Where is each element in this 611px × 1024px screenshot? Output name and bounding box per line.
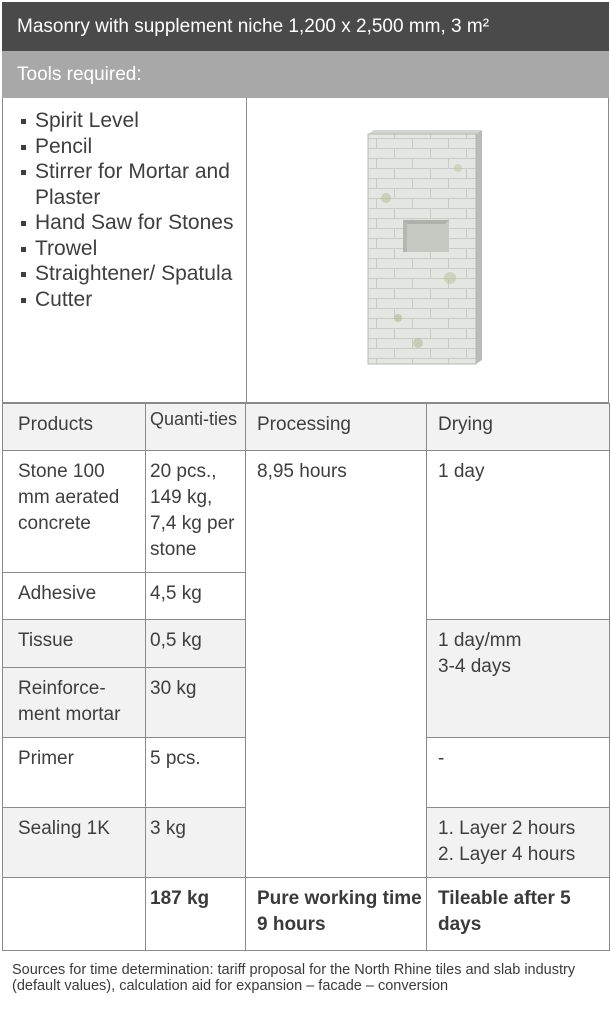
column-divider [246,98,247,402]
tool-item: Straightener/ Spatula [19,261,239,287]
totals-quantity: 187 kg [146,878,246,951]
quantity-cell: 30 kg [146,668,246,738]
masonry-wall-illustration [358,128,488,368]
table-header-row [3,404,610,451]
quantity-cell: 3 kg [146,808,246,878]
drying-line: 1 day/mm [438,630,522,651]
product-cell: Tissue [3,620,146,668]
page-title: Masonry with supplement niche 1,200 x 2,500 mm, 3 m² [2,2,609,51]
footnote: Sources for time determination: tariff proposal for the North Rhine tiles and slab industry (default values), calculation aid for expansion – facade – conversion [12,962,576,994]
product-cell: Stone 100 mm aerated concrete [3,451,146,573]
product-cell: Reinforce-ment mortar [3,668,146,738]
drying-cell [427,808,610,878]
tools-section [2,98,609,403]
tool-item: Pencil [19,134,239,160]
quantity-cell: 4,5 kg [146,573,246,620]
tool-item: Spirit Level [19,108,239,134]
header-processing: Processing [246,404,427,451]
materials-table [2,403,610,951]
product-cell: Adhesive [3,573,146,620]
drying-line: 2. Layer 4 hours [438,844,576,865]
drying-cell: 1 day [427,451,610,620]
totals-drying: Tileable after 5 days [427,878,610,951]
header-drying: Drying [427,404,610,451]
totals-row [3,878,610,951]
drying-line: 3-4 days [438,656,511,677]
tool-item: Cutter [19,287,239,313]
header-products: Products [3,404,146,451]
quantity-cell: 5 pcs. [146,738,246,808]
table-row [3,451,610,573]
drying-cell: - [427,738,610,808]
drying-line: 1. Layer 2 hours [438,818,576,839]
tool-item: Stirrer for Mortar and Plaster [19,159,239,210]
totals-product-cell [3,878,146,951]
tool-item: Trowel [19,236,239,262]
tool-item: Hand Saw for Stones [19,210,239,236]
totals-processing: Pure working time 9 hours [246,878,427,951]
drying-cell [427,620,610,738]
processing-cell: 8,95 hours [246,451,427,878]
quantity-cell: 20 pcs., 149 kg, 7,4 kg per stone [146,451,246,573]
header-quantities: Quanti-ties [146,404,246,451]
product-cell: Primer [3,738,146,808]
product-cell: Sealing 1K [3,808,146,878]
quantity-cell: 0,5 kg [146,620,246,668]
tools-list [19,108,239,312]
tools-heading: Tools required: [2,51,609,98]
